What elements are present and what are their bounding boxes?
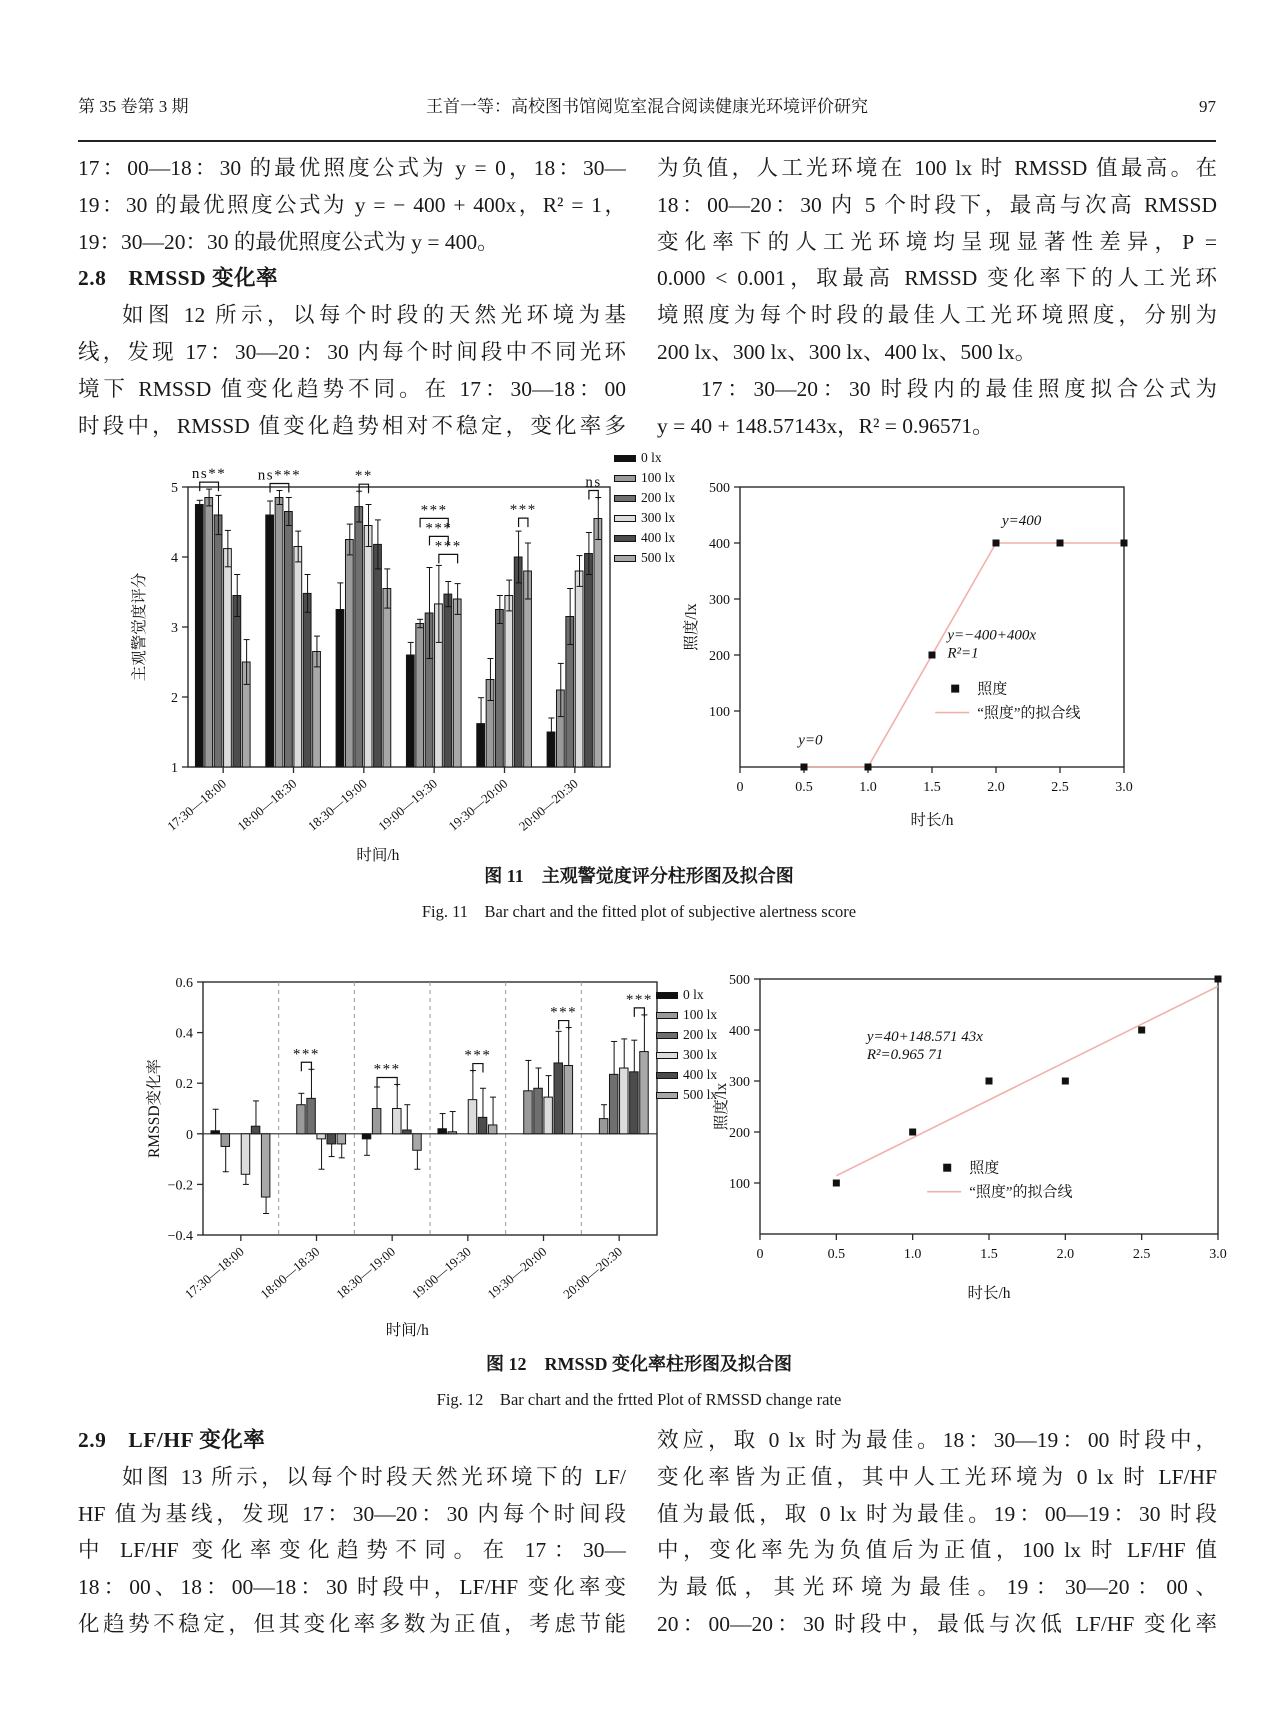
svg-text:17:30—18:00: 17:30—18:00 [164,775,230,834]
svg-text:400: 400 [709,537,730,552]
svg-text:18:00—18:30: 18:00—18:30 [257,1243,323,1302]
svg-text:2: 2 [171,691,178,706]
body-line: 效应，取 0 lx 时为最佳。18：30—19：00 时段中， [657,1428,1217,1452]
svg-text:2.5: 2.5 [1051,780,1069,795]
svg-text:y=400: y=400 [1001,513,1042,530]
svg-text:18:30—19:00: 18:30—19:00 [333,1243,399,1302]
legend-item [656,1085,717,1105]
header-rule [78,140,1216,142]
legend-swatch [656,992,678,999]
legend-swatch [614,475,636,482]
body-line: 变化率下的人工光环境均呈现显著性差异，P = [657,229,1217,254]
svg-text:0.4: 0.4 [175,1026,193,1042]
legend-item [614,508,675,528]
body-line: 18：00、18：00—18：30 时段中，LF/HF 变化率变 [78,1575,626,1600]
body-line: y = 40 + 148.57143x，R² = 0.96571。 [657,413,994,438]
body-line: 中，变化率先为负值后为正值，100 lx 时 LF/HF 值 [657,1538,1217,1563]
legend-label: 100 lx [641,470,676,485]
svg-text:1.5: 1.5 [980,1247,998,1262]
legend-label: 400 lx [683,1067,718,1082]
svg-text:3.0: 3.0 [1115,780,1133,795]
page-number: 97 [1199,97,1216,116]
body-line: 如图 12 所示，以每个时段的天然光环境为基 [122,303,626,328]
svg-text:***: *** [373,1061,401,1078]
body-line: 20：00—20：30 时段中，最低与次低 LF/HF 变化率 [657,1611,1217,1636]
svg-text:0: 0 [756,1247,764,1262]
section-heading-2-9: 2.9 LF/HF 变化率 [78,1428,266,1452]
svg-text:时间/h: 时间/h [385,1322,429,1339]
svg-text:***: *** [420,502,448,519]
svg-text:3.0: 3.0 [1209,1247,1227,1262]
svg-text:ns: ns [585,474,602,491]
svg-text:5: 5 [171,481,178,496]
section-heading-2-8: 2.8 RMSSD 变化率 [78,266,279,291]
body-line: 17：00—18：30 的最优照度公式为 y = 0，18：30— [78,156,626,180]
journal-volume: 第 35 卷第 3 期 [78,97,189,116]
svg-text:19:00—19:30: 19:00—19:30 [375,775,441,834]
svg-text:2.0: 2.0 [987,780,1005,795]
svg-text:19:30—20:00: 19:30—20:00 [445,775,511,834]
body-line: 200 lx、300 lx、300 lx、400 lx、500 lx。 [657,339,1037,364]
svg-text:−0.4: −0.4 [167,1229,193,1244]
svg-text:1.0: 1.0 [859,780,877,795]
svg-text:19:30—20:00: 19:30—20:00 [484,1243,550,1302]
body-line: 17：30—20：30 时段内的最佳照度拟合公式为 [701,376,1217,401]
svg-text:主观警觉度评分: 主观警觉度评分 [131,572,148,682]
legend-item [614,548,675,568]
svg-text:18:00—18:30: 18:00—18:30 [234,775,300,834]
svg-text:时长/h: 时长/h [910,812,954,829]
svg-text:200: 200 [709,649,730,664]
legend-swatch [614,495,636,502]
svg-text:0.5: 0.5 [795,780,813,795]
fig11-alertness-bar-chart [130,440,620,870]
svg-text:0.6: 0.6 [175,976,193,991]
svg-text:***: *** [434,538,462,555]
legend-swatch [656,1072,678,1079]
svg-text:500: 500 [709,481,730,496]
svg-text:1: 1 [171,761,178,776]
legend-item [614,488,675,508]
svg-text:y=40+148.571 43x: y=40+148.571 43x [866,1029,983,1046]
svg-text:R²=1: R²=1 [947,645,979,662]
svg-text:0.5: 0.5 [827,1247,846,1262]
text-column-left-top [78,150,626,444]
legend-swatch [614,555,636,562]
svg-text:时间/h: 时间/h [356,847,400,864]
legend-item [614,528,675,548]
fig12-illuminance-fit-chart [710,965,1232,1310]
svg-text:0: 0 [186,1127,193,1143]
body-line: 0.000 < 0.001，取最高 RMSSD 变化率下的人工光环 [657,266,1217,291]
body-line: 如图 13 所示，以每个时段天然光环境下的 LF/ [122,1464,626,1489]
svg-text:3: 3 [171,621,178,636]
legend-label: 300 lx [641,510,676,525]
legend-label: 500 lx [641,550,676,565]
svg-text:y=0: y=0 [798,732,823,749]
legend-label: 200 lx [641,490,676,505]
body-line: 为最低，其光环境为最佳。19：30—20：00、 [657,1575,1217,1600]
body-line: 时段中，RMSSD 值变化趋势相对不稳定，变化率多 [78,413,626,438]
svg-text:ns***: ns*** [257,467,302,484]
svg-text:1.5: 1.5 [923,780,941,795]
body-line: 化趋势不稳定，但其变化率多数为正值，考虑节能 [78,1611,626,1636]
legend-swatch [614,515,636,522]
svg-text:20:00—20:30: 20:00—20:30 [515,775,581,834]
svg-text:20:00—20:30: 20:00—20:30 [560,1243,626,1302]
fig12-rmssd-bar-chart [145,945,665,1345]
legend-item [656,1045,717,1065]
fig12-caption-en: Fig. 12 Bar chart and the frtted Plot of RMSSD change rate [436,1390,842,1409]
legend-label: 500 lx [683,1087,718,1102]
legend-swatch [656,1052,678,1059]
svg-text:RMSSD变化率: RMSSD变化率 [146,1058,163,1159]
legend-item [614,448,675,468]
svg-text:300: 300 [729,1075,750,1090]
body-line: 为负值，人工光环境在 100 lx 时 RMSSD 值最高。在 [657,156,1217,180]
fig11-caption-zh: 图 11 主观警觉度评分柱形图及拟合图 [484,866,794,886]
fig12-legend [656,985,717,1105]
fig11-legend [614,448,675,568]
legend-item [656,1025,717,1045]
legend-swatch [656,1032,678,1039]
legend-label: 400 lx [641,530,676,545]
svg-text:***: *** [550,1004,578,1021]
legend-swatch [656,1092,678,1099]
svg-text:ns**: ns** [191,466,227,483]
legend-item [614,468,675,488]
running-title: 王首一等：高校图书馆阅览室混合阅读健康光环境评价研究 [426,97,868,116]
svg-text:***: *** [509,502,537,519]
page-header [78,92,1216,117]
legend-label: 300 lx [683,1047,718,1062]
svg-text:4: 4 [171,551,178,566]
legend-item [656,1005,717,1025]
svg-text:100: 100 [729,1177,750,1192]
body-line: 境下 RMSSD 值变化趋势不同。在 17：30—18：00 [78,376,626,401]
svg-text:***: *** [464,1047,492,1064]
svg-text:19:00—19:30: 19:00—19:30 [408,1243,474,1302]
body-line: 线，发现 17：30—20：30 内每个时间段中不同光环 [78,339,626,364]
body-line: 变化率皆为正值，其中人工光环境为 0 lx 时 LF/HF [657,1464,1217,1489]
legend-swatch [656,1012,678,1019]
svg-text:“照度”的拟合线: “照度”的拟合线 [977,705,1081,722]
svg-text:300: 300 [709,593,730,608]
svg-text:***: *** [625,991,653,1008]
svg-text:2.0: 2.0 [1056,1247,1075,1262]
legend-item [656,985,717,1005]
fig11-illuminance-fit-chart [680,473,1140,837]
svg-text:500: 500 [729,973,750,988]
svg-text:时长/h: 时长/h [967,1285,1011,1302]
svg-text:100: 100 [709,705,730,720]
body-line: 境照度为每个时段的最佳人工光环境照度，分别为 [657,303,1217,328]
text-column-right-top [657,150,1217,444]
svg-text:照度: 照度 [969,1160,1000,1177]
legend-label: 0 lx [641,450,662,465]
svg-text:400: 400 [729,1024,750,1039]
svg-text:照度/lx: 照度/lx [683,603,700,651]
svg-text:−0.2: −0.2 [167,1178,193,1194]
body-line: HF 值为基线，发现 17：30—20：30 内每个时间段 [78,1501,626,1526]
svg-text:17:30—18:00: 17:30—18:00 [181,1243,247,1302]
svg-text:0.2: 0.2 [175,1077,193,1093]
legend-swatch [614,455,636,462]
svg-text:照度: 照度 [977,681,1008,698]
legend-label: 0 lx [683,987,704,1002]
svg-text:R²=0.965 71: R²=0.965 71 [866,1047,944,1064]
svg-text:0: 0 [736,780,744,795]
svg-text:“照度”的拟合线: “照度”的拟合线 [969,1184,1073,1201]
legend-label: 100 lx [683,1007,718,1022]
svg-text:18:30—19:00: 18:30—19:00 [304,775,370,834]
body-line: 19：30 的最优照度公式为 y = − 400 + 400x，R² = 1， [78,192,626,217]
legend-swatch [614,535,636,542]
fig11-caption-en: Fig. 11 Bar chart and the fitted plot of subjective alertness score [421,902,857,921]
text-column-right-bottom [657,1422,1217,1643]
legend-label: 200 lx [683,1027,718,1042]
text-column-left-bottom [78,1422,626,1643]
body-line: 18：00—20：30 内 5 个时段下，最高与次高 RMSSD [657,192,1217,217]
svg-text:***: *** [425,520,453,537]
body-line: 中 LF/HF 变化率变化趋势不同。在 17：30— [78,1538,626,1563]
svg-text:2.5: 2.5 [1132,1247,1151,1262]
svg-text:y=−400+400x: y=−400+400x [947,627,1037,644]
fig12-caption-zh: 图 12 RMSSD 变化率柱形图及拟合图 [485,1354,792,1374]
svg-text:照度/lx: 照度/lx [713,1082,730,1131]
svg-text:**: ** [354,468,373,485]
svg-text:***: *** [292,1046,320,1063]
body-line: 19：30—20：30 的最优照度公式为 y = 400。 [78,229,499,254]
svg-text:1.0: 1.0 [903,1247,922,1262]
legend-item [656,1065,717,1085]
svg-text:200: 200 [729,1126,750,1141]
body-line: 值为最低，取 0 lx 时为最佳。19：00—19：30 时段 [657,1501,1217,1526]
